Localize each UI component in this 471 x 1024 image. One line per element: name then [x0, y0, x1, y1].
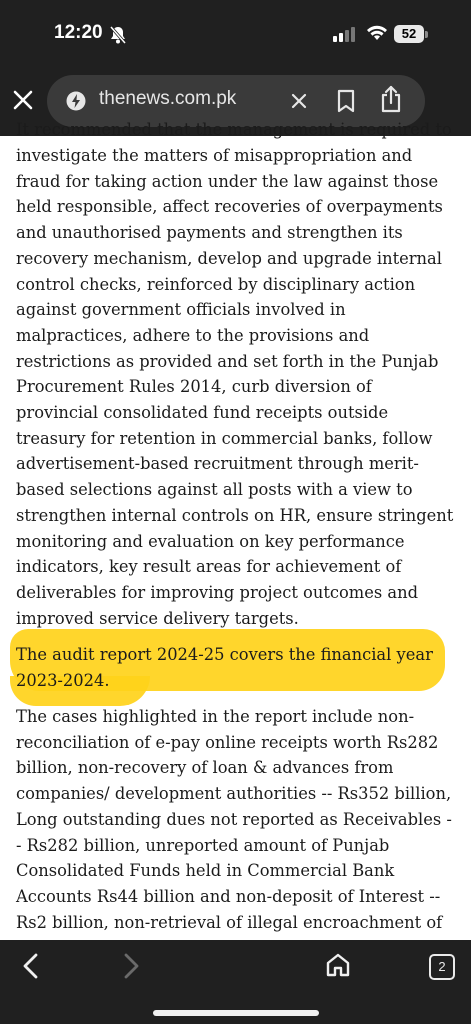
article-paragraph-highlighted: The audit report 2024-25 covers the financial year 2023-2024. [16, 645, 433, 690]
wifi-icon [366, 24, 388, 46]
bookmark-icon[interactable] [337, 89, 355, 117]
clear-icon[interactable] [290, 92, 308, 114]
site-info-icon[interactable] [66, 91, 86, 115]
back-icon[interactable] [20, 952, 42, 984]
battery-level: 52 [394, 25, 424, 43]
battery-cap [425, 31, 428, 38]
status-time: 12:20 [54, 22, 103, 43]
article-content [0, 120, 471, 940]
article-paragraph: The cases highlighted in the report include non-reconciliation of e-pay online receipts worth Rs282 billion, non-recovery of loan & advances from companies/ development authorities -- Rs352 billion, Long outstanding dues not reported as Receivables -- Rs282 billion, unreported amount of Punjab Consolidated Funds held in Commercial Bank Accounts Rs44 billion and non-deposit of Interest -- Rs2 billion, non-retrieval of illegal encroachment of [16, 707, 452, 932]
browser-top-bar [0, 0, 471, 136]
browser-bottom-bar [0, 940, 471, 1024]
close-icon[interactable] [12, 89, 34, 115]
url-text[interactable]: thenews.com.pk [99, 88, 237, 109]
article-cut-line: It recommended that the management is required to [16, 120, 452, 139]
forward-icon[interactable] [120, 952, 142, 984]
tabs-icon[interactable]: 2 [429, 954, 455, 980]
article-paragraph: investigate the matters of misappropriation and fraud for taking action under the law against those held responsible, affect recoveries of overpayments and unauthorised payments and strengthen its recovery mechanism, develop and upgrade internal control checks, reinforced by disciplinary action against government officials involved in malpractices, adhere to the provisions and restrictions as provided and set forth in the Punjab Procurement Rules 2014, curb diversion of provincial consolidated fund receipts outside treasury for retention in commercial banks, follow advertisement-based recruitment through merit-based selections against all posts with a view to strengthen internal controls on HR, ensure stringent monitoring and evaluation on key performance indicators, key result areas for achievement of deliverables for improving project outcomes and improved service delivery targets. [16, 146, 454, 628]
home-indicator [153, 1010, 319, 1016]
signal-icon [333, 26, 355, 46]
share-icon[interactable] [380, 85, 402, 117]
bell-slash-icon [110, 26, 126, 48]
home-icon[interactable] [325, 952, 351, 982]
